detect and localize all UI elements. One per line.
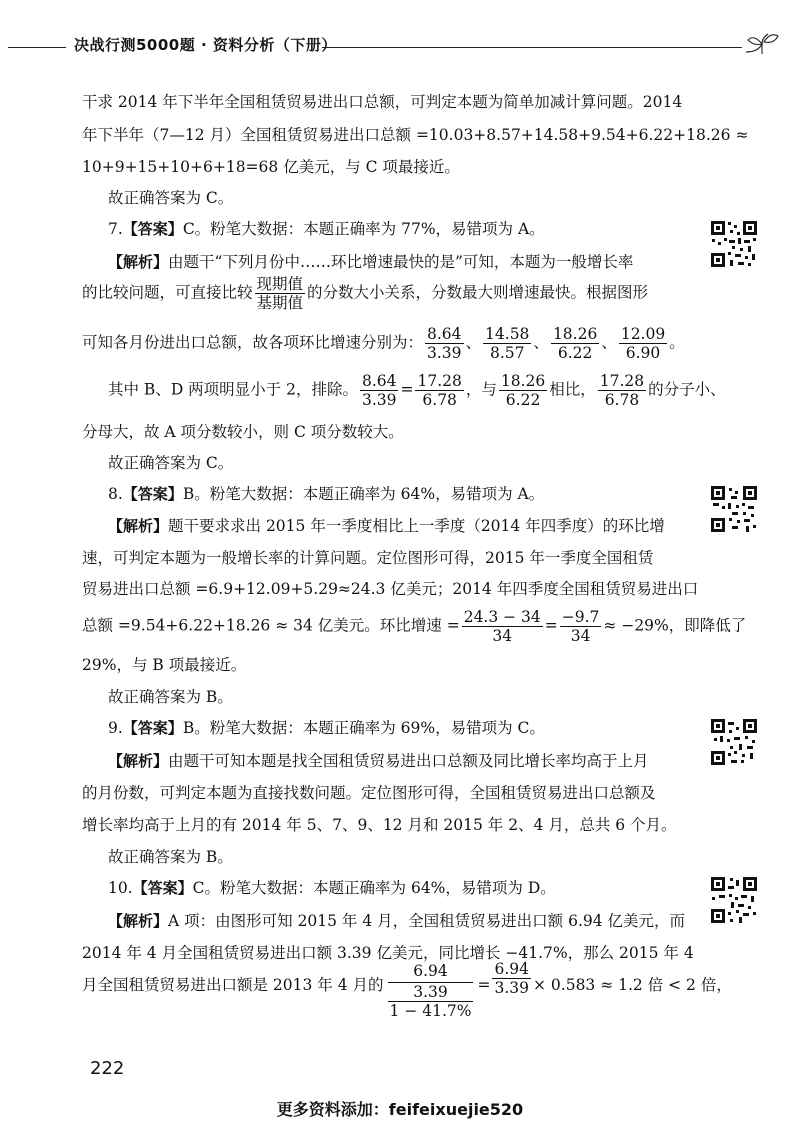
header-rule-right — [322, 47, 742, 48]
q7-fraction-d — [619, 325, 667, 362]
fraction-denominator: 6.78 — [604, 391, 640, 409]
q7-analysis-line-2 — [82, 275, 648, 312]
q9-analysis-line-3: 增长率均高于上月的有 2014 年 5、7、9、12 月和 2015 年 2、4 月，总共 6 个月。 — [82, 816, 677, 834]
fraction-denominator: 34 — [570, 627, 591, 645]
q7-analysis-line-5: 分母大，故 A 项分数较小，则 C 项分数较大。 — [82, 423, 404, 441]
fraction-numerator: 12.09 — [620, 325, 666, 343]
qr-code-icon[interactable] — [710, 220, 758, 268]
q7-analysis-line-3 — [82, 325, 685, 362]
q9-answer-line — [108, 717, 545, 739]
q7-analysis-line-1 — [108, 251, 633, 273]
sprout-icon — [744, 30, 780, 64]
separator: 、 — [465, 333, 482, 352]
q7-ratio-numerator: 现期值 — [256, 275, 304, 293]
fraction-numerator: 17.28 — [599, 372, 645, 390]
q8-analysis-tag: 【解析】 — [108, 517, 169, 535]
q7-l4-text-b: ，与 — [465, 380, 497, 399]
q8-growth-fraction-2 — [560, 608, 602, 645]
fraction-denominator: 6.90 — [625, 344, 661, 362]
qr-code-icon[interactable] — [710, 485, 758, 533]
fraction-numerator: −9.7 — [561, 608, 600, 626]
q8-analysis-line-1 — [108, 515, 665, 537]
q7-analysis-text-1: 由题干“下列月份中……环比增速最快的是”可知，本题为一般增长率 — [168, 253, 634, 271]
q8-analysis-line-2: 速，可判定本题为一般增长率的计算问题。定位图形可得，2015 年一季度全国租赁 — [82, 549, 654, 567]
q10-answer-tag: 【答案】 — [132, 879, 193, 897]
fraction-denominator: 3.39 — [361, 391, 397, 409]
q10-ratio-fraction — [492, 960, 531, 997]
qr-code-icon[interactable] — [710, 876, 758, 924]
separator: 、 — [533, 333, 549, 352]
q7-l3-text: 可知各月份进出口总额，故各项环比增速分别为： — [82, 333, 424, 352]
period: 。 — [669, 333, 685, 352]
q9-analysis-text-1: 由题干可知本题是找全国租赁贸易进出口总额及同比增长率均高于上月 — [168, 752, 649, 770]
q7-l4-fraction-2 — [415, 372, 463, 409]
fraction-denominator: 3.39 — [494, 979, 529, 997]
q10-l3-text-b: × 0.583 ≈ 1.2 倍 < 2 倍， — [533, 976, 732, 994]
q8-analysis-text-1: 题干要求求出 2015 年一季度相比上一季度（2014 年四季度）的环比增 — [168, 517, 665, 535]
fraction-denominator: 34 — [492, 627, 513, 645]
q7-fraction-a — [425, 325, 464, 362]
q7-analysis-tag: 【解析】 — [108, 253, 169, 271]
q9-analysis-line-2: 的月份数，可判定本题为直接找数问题。定位图形可得，全国租赁贸易进出口总额及 — [82, 784, 656, 802]
q7-answer-line — [108, 218, 545, 240]
footer-contact: 更多资料添加：feifeixuejie520 — [276, 1100, 524, 1119]
q9-analysis-line-1 — [108, 750, 649, 772]
q9-analysis-tag: 【解析】 — [108, 752, 169, 770]
q10-analysis-line-3 — [82, 960, 732, 1022]
q7-l2-text-b: 的分数大小关系，分数最大则增速最快。根据图形 — [307, 283, 649, 302]
q7-conclusion: 故正确答案为 C。 — [108, 454, 234, 472]
q10-analysis-line-1 — [108, 910, 685, 932]
equals-sign: = — [544, 616, 558, 635]
nested-numerator: 6.94 — [388, 960, 474, 983]
q10-analysis-text-1: A 项：由图形可知 2015 年 4 月，全国租赁贸易进出口额 6.94 亿美元，而 — [168, 912, 686, 930]
q7-answer-text: C。粉笔大数据：本题正确率为 77%，易错项为 A。 — [182, 220, 545, 238]
q9-answer-tag: 【答案】 — [122, 719, 183, 737]
fraction-numerator: 14.58 — [485, 325, 530, 343]
q7-ratio-fraction — [255, 275, 306, 312]
q8-conclusion: 故正确答案为 B。 — [108, 688, 233, 706]
q10-l3-text-a: 月全国租赁贸易进出口额是 2013 年 4 月的 — [82, 976, 384, 994]
fraction-numerator: 8.64 — [427, 325, 462, 343]
fraction-denominator: 6.22 — [557, 344, 593, 362]
q7-l4-fraction-4 — [598, 372, 646, 409]
fraction-numerator: 8.64 — [361, 372, 397, 390]
q7-fraction-c — [551, 325, 599, 362]
q7-l4-fraction-3 — [499, 372, 547, 409]
running-header — [8, 28, 788, 68]
q8-answer-text: B。粉笔大数据：本题正确率为 64%，易错项为 A。 — [182, 485, 545, 503]
q10-answer-line — [108, 877, 556, 899]
q9-number: 9. — [108, 719, 123, 737]
fraction-numerator: 17.28 — [417, 372, 462, 390]
equals-sign: = — [477, 976, 491, 994]
q10-number: 10. — [108, 879, 133, 897]
fraction-numerator: 18.26 — [552, 325, 598, 343]
q8-number: 8. — [108, 485, 123, 503]
fraction-denominator: 8.57 — [489, 344, 525, 362]
inner-denominator: 1 − 41.7% — [389, 1002, 472, 1020]
q8-analysis-line-4 — [82, 608, 746, 645]
fraction-denominator: 3.39 — [427, 344, 462, 362]
q8-growth-fraction-1 — [462, 608, 543, 645]
fraction-numerator: 6.94 — [494, 960, 529, 978]
q7-answer-tag: 【答案】 — [122, 220, 183, 238]
q7-ratio-denominator: 基期值 — [256, 294, 304, 312]
q9-answer-text: B。粉笔大数据：本题正确率为 69%，易错项为 C。 — [182, 719, 545, 737]
book-title: 决战行测5000题 · 资料分析（下册） — [74, 36, 337, 54]
q10-answer-text: C。粉笔大数据：本题正确率为 64%，易错项为 D。 — [192, 879, 556, 897]
page-number: 222 — [90, 1058, 125, 1079]
fraction-denominator: 6.22 — [505, 391, 541, 409]
fraction-numerator: 18.26 — [500, 372, 546, 390]
q6-conclusion: 故正确答案为 C。 — [108, 189, 234, 207]
qr-code-icon[interactable] — [710, 718, 758, 766]
q8-l4-text-b: ≈ −29%，即降低了 — [603, 616, 747, 635]
fraction-denominator: 6.78 — [422, 391, 457, 409]
q7-fraction-b — [483, 325, 531, 362]
header-rule-left — [8, 47, 66, 48]
q8-analysis-line-3: 贸易进出口总额 =6.9+12.09+5.29≈24.3 亿美元；2014 年四季度全国租赁贸易进出口 — [82, 580, 699, 598]
q9-conclusion: 故正确答案为 B。 — [108, 848, 233, 866]
nested-inner-fraction — [388, 983, 474, 1020]
q6-line-2: 年下半年（7—12 月）全国租赁贸易进出口总额 =10.03+8.57+14.58+9.54+6.22+18.26 ≈ — [82, 126, 749, 144]
q8-l4-text-a: 总额 =9.54+6.22+18.26 ≈ 34 亿美元。环比增速 = — [82, 616, 460, 635]
equals-sign: = — [400, 380, 414, 399]
q6-line-1: 干求 2014 年下半年全国租赁贸易进出口总额，可判定本题为简单加减计算问题。2014 — [82, 93, 683, 111]
q7-analysis-line-4 — [108, 372, 726, 409]
fraction-numerator: 24.3 − 34 — [463, 608, 541, 626]
q7-l4-text-d: 的分子小、 — [648, 380, 726, 399]
q7-number: 7. — [108, 220, 123, 238]
q8-answer-line — [108, 483, 544, 505]
q8-answer-tag: 【答案】 — [122, 485, 183, 503]
q7-l2-text-a: 的比较问题，可直接比较 — [82, 283, 253, 302]
q10-analysis-tag: 【解析】 — [108, 912, 169, 930]
q10-analysis-line-2: 2014 年 4 月全国租赁贸易进出口额 3.39 亿美元，同比增长 −41.7%，那么 2015 年 4 — [82, 944, 694, 962]
q8-analysis-line-5: 29%，与 B 项最接近。 — [82, 656, 247, 674]
q7-l4-fraction-1 — [360, 372, 399, 409]
q7-l4-text-c: 相比， — [549, 380, 596, 399]
q7-l4-text-a: 其中 B、D 两项明显小于 2，排除。 — [108, 380, 358, 399]
q10-nested-fraction — [388, 960, 474, 1022]
separator: 、 — [601, 333, 617, 352]
inner-numerator: 3.39 — [388, 983, 474, 1002]
q6-line-3: 10+9+15+10+6+18=68 亿美元，与 C 项最接近。 — [82, 158, 460, 176]
